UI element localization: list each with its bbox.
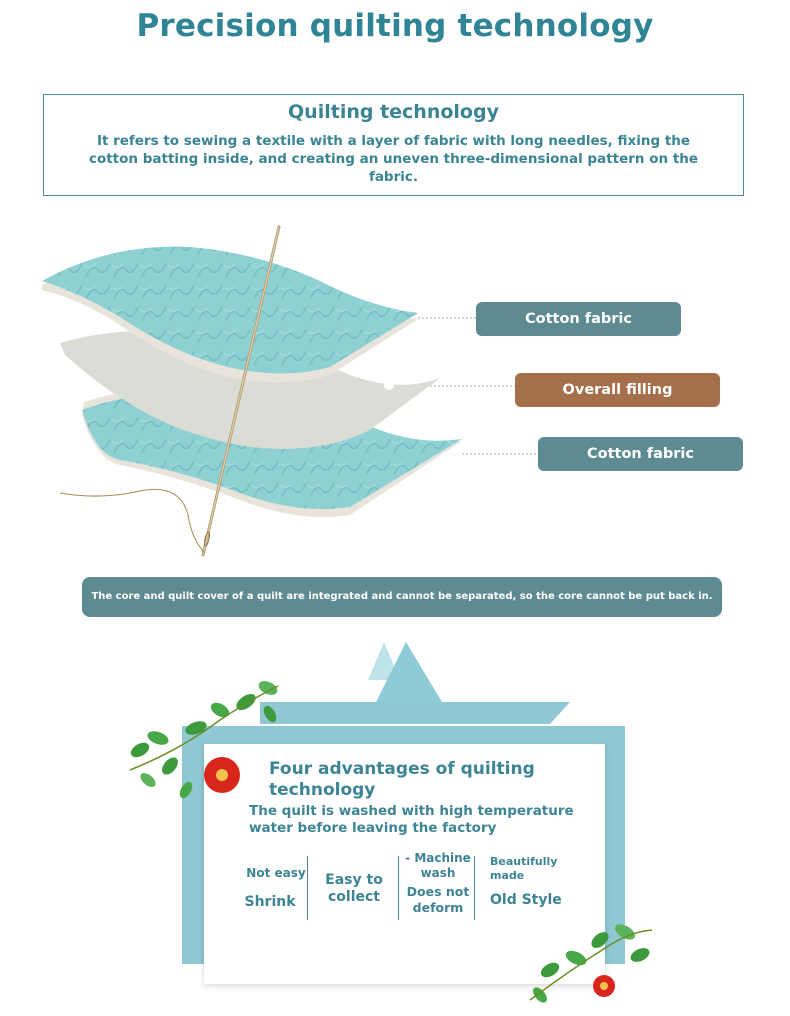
intro-text: It refers to sewing a textile with a layer of fabric with long needles, fixing the cotton batting inside, and creating an uneven three-dimensional pattern on the fabric. [88, 133, 699, 185]
feature-divider-1 [307, 856, 308, 920]
feature-divider-3 [474, 856, 475, 920]
feature-4-top: Beautifully made [490, 855, 558, 882]
feature-1-top: Not easy [246, 866, 306, 880]
thread-line [60, 489, 205, 553]
advantages-subheading: The quilt is washed with high temperature water before leaving the factory [249, 803, 574, 836]
advantages-heading: Four advantages of quilting technology [269, 759, 535, 800]
note-bar: The core and quilt cover of a quilt are integrated and cannot be separated, so the core cannot be put back in. [82, 577, 722, 617]
filling-pointer-dot [384, 380, 394, 390]
feature-3-top: - Machine wash [405, 851, 471, 880]
label-cotton-fabric-top: Cotton fabric [476, 302, 681, 336]
intro-heading: Quilting technology [288, 101, 499, 123]
feature-divider-2 [398, 856, 399, 920]
feature-2-top: Easy to collect [325, 872, 383, 905]
page-title: Precision quilting technology [136, 8, 654, 44]
flower-icon-bottom [593, 975, 615, 997]
feature-4-bottom: Old Style [490, 892, 562, 908]
feature-1-bottom: Shrink [244, 894, 296, 910]
label-overall-filling: Overall filling [515, 373, 720, 407]
feature-3-bottom: Does not deform [406, 884, 470, 915]
intro-box [43, 94, 744, 196]
label-cotton-fabric-bottom: Cotton fabric [538, 437, 743, 471]
flower-icon [204, 757, 240, 793]
